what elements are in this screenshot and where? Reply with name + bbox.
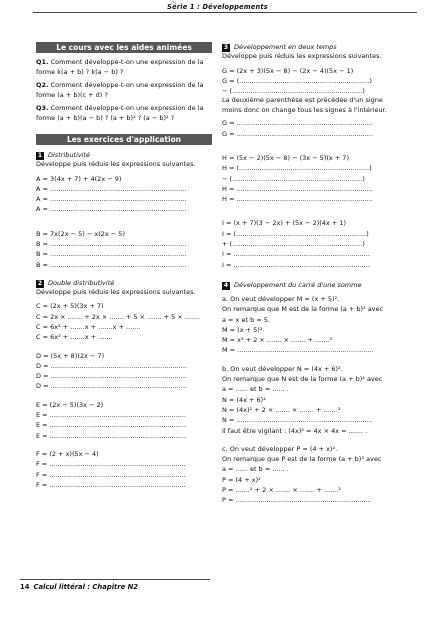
expr-f: F = (2 + x)(5x − 4) F = .................................................................. F = .................................................................. F = ..................................................................: [36, 449, 186, 489]
section-number: 4: [223, 281, 229, 289]
section-2-heading: 2 Double distributivité: [37, 278, 115, 287]
left-column: [36, 42, 212, 490]
expr-g-result: G = .................................................................. G = ..................................................................: [222, 119, 373, 138]
section-3-heading: 3 Développement en deux temps: [223, 43, 337, 51]
section-number: 2: [37, 279, 43, 287]
expr-a: A = 3(4x + 7) + 4(2x − 9) A = .................................................................. A = .................................................................. A = ..................................................................: [36, 174, 187, 214]
section-3-intro: Développe puis réduis les expressions suivantes.: [222, 52, 382, 60]
exercises-banner: Les exercices d'application: [36, 134, 212, 145]
question-2: Q2. Comment développe-t-on une expression de la forme (a + b)(c + d) ?: [36, 81, 204, 99]
square-a: a. On veut développer M = (x + 5)². On remarque que M est de la forme (a + b)² avec a = x et b = 5. M = (x + 5)² M = x² + 2 × ....... × ....... + .......² M = ..................................................................: [222, 294, 384, 355]
expr-h: H = (5x − 2)(5x − 8) − (3x − 5)(x + 7) H = (...............................................................) − (...............................................................) H = .................................................................. H = ..................................................................: [222, 153, 373, 204]
square-c: c. On veut développer P = (4 + x)². On remarque que P est de la forme (a + b)² avec a = ...... et b = ...... . P = (4 + x)² P = .......² + 2 × ....... × ....... + .......² P = ..................................................................: [222, 444, 382, 505]
section-2-intro: Développe puis réduis les expressions suivantes.: [36, 287, 196, 296]
expr-b: B = 7x(2x − 5) − x(2x − 5) B = .................................................................. B = .................................................................. B = ..................................................................: [36, 229, 187, 269]
section-4-heading: 4 Développement du carré d'une somme: [223, 280, 362, 289]
section-number: 1: [37, 152, 43, 159]
expr-i: I = (x + 7)(3 − 2x) + (5x − 2)(4x + 1) I = (...............................................................) + (...............................................................) I = .................................................................. I = ..................................................................: [222, 219, 370, 269]
expr-e: E = (2x − 5)(3x − 2) E = .................................................................. E = .................................................................. E = ..................................................................: [36, 400, 187, 440]
question-3: Q3. Comment développe-t-on une expression de la forme (a + b)(a − b) ? (a + b)² ? (a − b)² ?: [36, 104, 204, 122]
right-column: [222, 42, 400, 506]
expr-d: D = (5x + 8)(2x − 7) D = .................................................................. D = .................................................................. D = ..................................................................: [36, 351, 187, 391]
section-number: 3: [223, 44, 229, 51]
page-footer: [20, 583, 138, 591]
square-b: b. On veut développer N = (4x + 6)². On remarque que N est de la forme (a + b)² avec a = ...... et b = ...... . N = (4x + 6)² N = (4x)² + 2 × ....... × ....... + .......² N = .................................................................. Il faut être vigilant : (4x)² = 4x × 4x = ....... .: [222, 364, 383, 435]
question-1: Q1. Comment développe-t-on une expression de la forme k(a + b) ? k(a − b) ?: [36, 58, 204, 76]
expr-c: C = (2x + 5)(3x + 7) C = 2x × ....... + 2x × ....... + 5 × ....... + 5 × ....... C = 6x² + .......x + .......x + ....... C = 6x² + .......x + .......: [36, 302, 200, 342]
page-number: 14: [20, 583, 30, 591]
expr-g: G = (2x + 3)(5x − 8) − (2x − 4)(5x − 1) G = (...............................................................) − (...............................................................): [222, 66, 372, 96]
section-1-heading: 1 Distributivité: [37, 151, 91, 159]
section-1-intro: Développe puis réduis les expressions suivantes.: [36, 160, 196, 168]
course-banner: Le cours avec les aides animées: [36, 42, 212, 53]
sign-note: La deuxième parenthèse est précédée d'un signe moins donc on change tous les signes à l'intérieur.: [222, 96, 387, 114]
chapter-title: Calcul littéral : Chapitre N2: [33, 583, 139, 591]
footer-divider: [20, 579, 210, 580]
header-divider: [33, 12, 417, 13]
page-header: Série 1 : Développements: [167, 3, 268, 11]
